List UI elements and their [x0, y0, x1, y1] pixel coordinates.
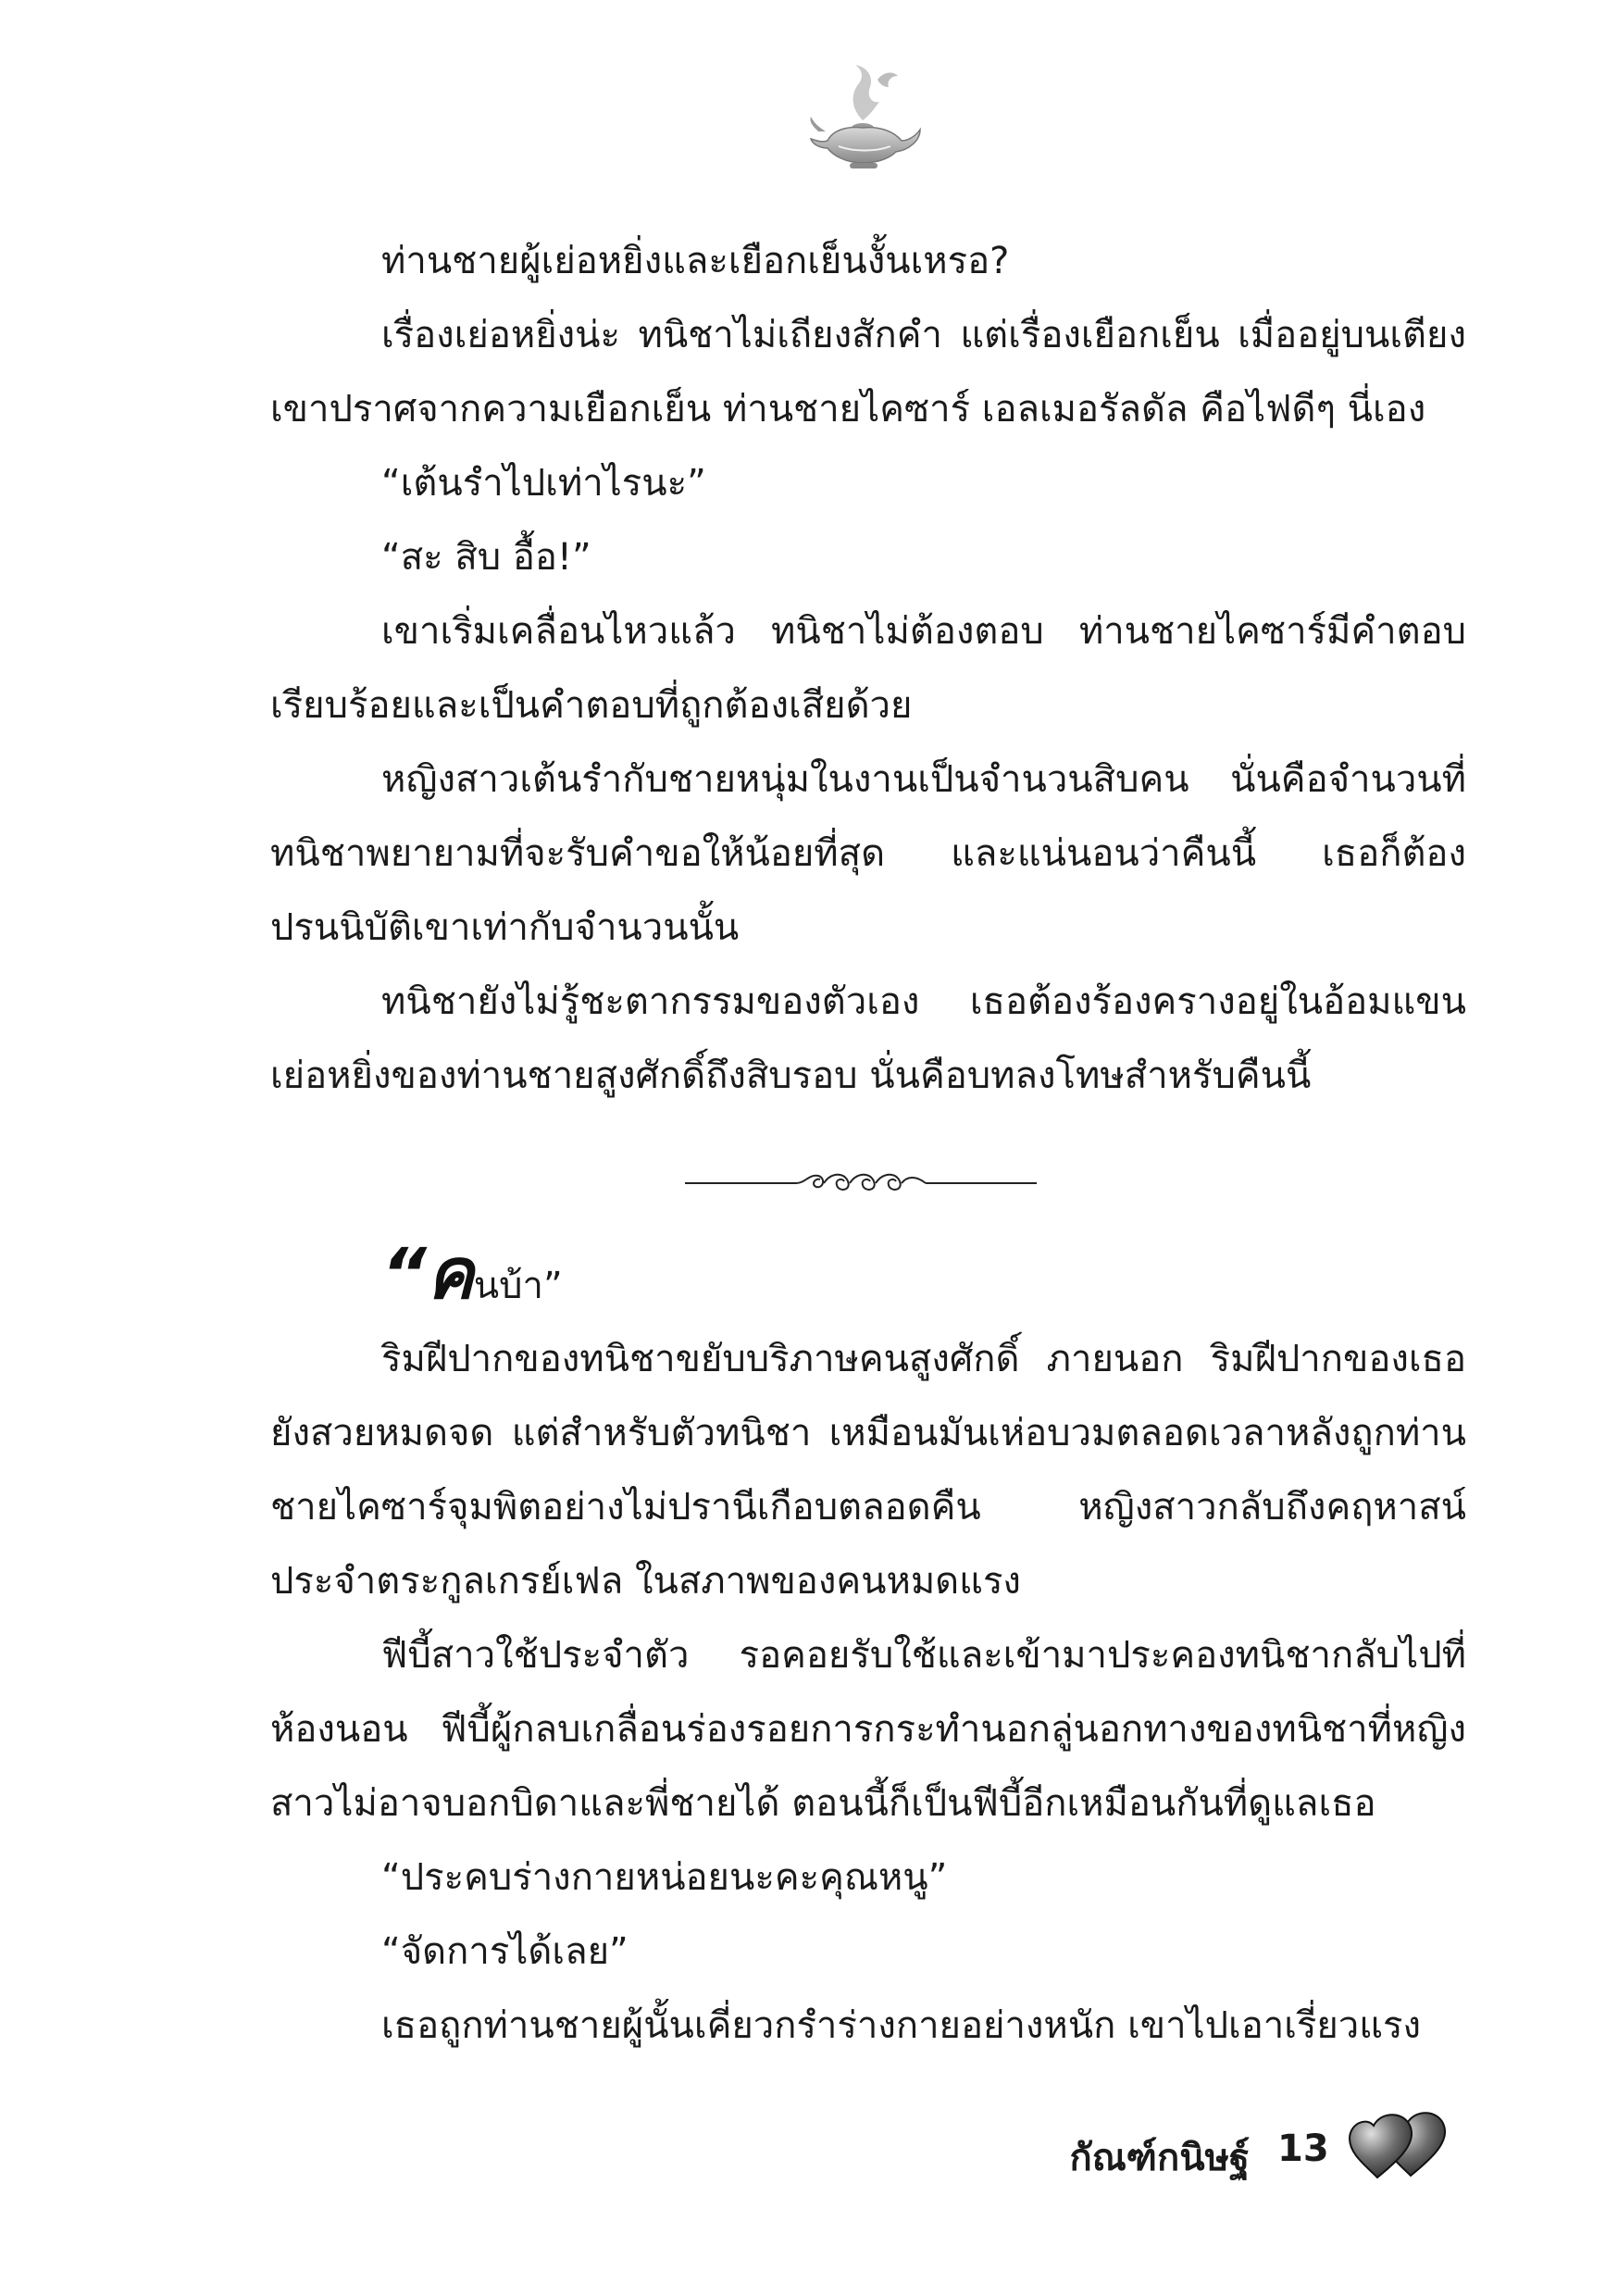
paragraph: ริมฝีปากของทนิชาขยับบริภาษคนสูงศักดิ์ ภายนอก ริมฝีปากของเธอยังสวยหมดจด แต่สำหรับตัวทนิชา เหมือนมันเห่อบวมตลอดเวลาหลังถูกท่านชายไคซาร์จุมพิตอย่างไม่ปรานีเกือบตลอดคืน หญิงสาวกลับถึงคฤหาสน์ประจำตระกูลเกรย์เฟล ในสภาพของคนหมดแรง: [270, 1338, 1466, 1603]
hearts-icon: [1342, 2102, 1462, 2194]
paragraph: “สะ สิบ อื้อ!”: [381, 536, 591, 579]
paragraph: เธอถูกท่านชายผู้นั้นเคี่ยวกรำร่างกายอย่างหนัก เขาไปเอาเรี่ยวแรง: [381, 2004, 1422, 2047]
drop-cap: “ค: [381, 1232, 474, 1315]
body-text-bottom: [270, 1322, 1466, 2063]
paragraph: “ประคบร่างกายหน่อยนะคะคุณหนู”: [381, 1856, 948, 1899]
body-text-top: [270, 224, 1466, 1113]
swirl-divider-icon: [685, 1165, 1037, 1202]
book-title: กัณฑ์กนิษฐ์: [1069, 2137, 1250, 2179]
chapter-opening: [381, 1218, 563, 1329]
page-number: 13: [1277, 2128, 1329, 2170]
paragraph: เขาเริ่มเคลื่อนไหวแล้ว ทนิชาไม่ต้องตอบ ท่านชายไคซาร์มีคำตอบเรียบร้อยและเป็นคำตอบที่ถูกต้องเสียด้วย: [270, 610, 1466, 727]
chapter-opening-rest: นบ้า”: [473, 1265, 563, 1307]
genie-lamp-ornament-icon: [805, 56, 926, 176]
paragraph: “เต้นรำไปเท่าไรนะ”: [381, 462, 706, 505]
page-footer: [1000, 2092, 1500, 2203]
paragraph: “จัดการได้เลย”: [381, 1930, 629, 1973]
paragraph: หญิงสาวเต้นรำกับชายหนุ่มในงานเป็นจำนวนสิบคน นั่นคือจำนวนที่ทนิชาพยายามที่จะรับคำขอให้น้อยที่สุด และแน่นอนว่าคืนนี้ เธอก็ต้องปรนนิบัติเขาเท่ากับจำนวนนั้น: [270, 758, 1466, 949]
paragraph: ทนิชายังไม่รู้ชะตากรรมของตัวเอง เธอต้องร้องครางอยู่ในอ้อมแขนเย่อหยิ่งของท่านชายสูงศักดิ์ถึงสิบรอบ นั่นคือบทลงโทษสำหรับคืนนี้: [270, 980, 1466, 1097]
paragraph: เรื่องเย่อหยิ่งน่ะ ทนิชาไม่เถียงสักคำ แต่เรื่องเยือกเย็น เมื่ออยู่บนเตียง เขาปราศจากความเยือกเย็น ท่านชายไคซาร์ เอลเมอรัลดัล คือไฟดีๆ นี่เอง: [270, 314, 1466, 430]
paragraph: ฟีบี้สาวใช้ประจำตัว รอคอยรับใช้และเข้ามาประคองทนิชากลับไปที่ห้องนอน ฟีบี้ผู้กลบเกลื่อนร่องรอยการกระทำนอกลู่นอกทางของทนิชาที่หญิงสาวไม่อาจบอกบิดาและพี่ชายได้ ตอนนี้ก็เป็นฟีบี้อีกเหมือนกันที่ดูแลเธอ: [270, 1634, 1466, 1825]
paragraph: ท่านชายผู้เย่อหยิ่งและเยือกเย็นงั้นเหรอ?: [381, 240, 1010, 282]
